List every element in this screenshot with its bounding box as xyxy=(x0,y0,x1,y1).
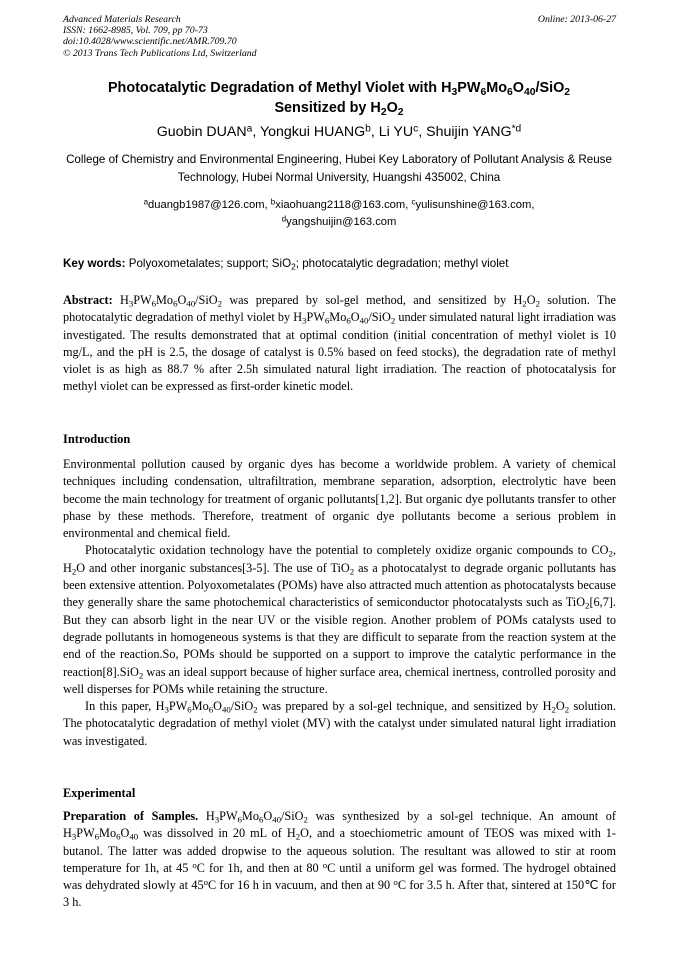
email[interactable]: yulisunshine@163.com xyxy=(415,199,532,211)
keywords-label: Key words: xyxy=(63,257,126,270)
introduction-body xyxy=(63,456,616,750)
copyright-line: © 2013 Trans Tech Publications Ltd, Switzerland xyxy=(63,47,257,59)
abstract: Abstract: $H_3PW_6Mo_6O_{40}/SiO_2$ was prepared by sol-gel method, and sensitized by $H_2O_2$ solution. The photocatalytic degradation of methyl violet by $H_3PW_6Mo_6O_{40}/SiO_2$ under simulated natural light irradiation was investigated. The results demonstrated that at optimal condition (initial concentration of methyl violet is 10 mg/L, and the pH is 2.5, the dosage of catalyst is 0.5% based on feed stocks), the degradation rate of methyl violet is as high as 88.7 % after 2.5h simulated natural light irradiation. The reaction of photocatalysis for methyl violet can be expressed as first-order kinetic model. xyxy=(63,293,616,394)
abstract-label: Abstract: xyxy=(63,293,113,307)
experimental-heading: Experimental xyxy=(63,786,136,800)
email[interactable]: xiaohuang2118@163.com xyxy=(275,199,406,211)
author: Shuijin YANG xyxy=(426,124,512,140)
keywords: Key words: Polyoxometalates; support; SiO$_2$; photocatalytic degradation; methyl violet xyxy=(63,257,509,272)
email[interactable]: duangb1987@126.com xyxy=(148,199,265,211)
doi-line: doi:10.4028/www.scientific.net/AMR.709.70 xyxy=(63,36,237,48)
author-list: Guobin DUAN$^a$, Yongkui HUANG$^b$, Li $YU^c$, Shuijin YANG$^{*d}$ xyxy=(156,123,522,140)
subsection-label: Preparation of Samples. xyxy=(63,809,199,823)
author: Yongkui HUANG xyxy=(259,124,366,140)
author-emails: $^a$duangb1987@126.com, $^b$xiaohuang2118@163.com, $^c$yulisunshine@163.com, $^d$yangshuijin@163.com xyxy=(143,197,535,228)
affiliation: College of Chemistry and Environmental Engineering, Hubei Key Laboratory of Pollutant Analysis & Reuse Technology, Hubei Normal University, Huangshi 435002, China xyxy=(66,153,612,184)
paragraph: Environmental pollution caused by organic dyes has become a worldwide problem. A variety of chemical techniques including condensation, ultrafiltration, membrane separation, adsorption, electrolytic have been become the main technology for treatment of organic pollutants[1,2]. But organic dye pollutants transfer to other phase by these methods. Therefore, treatment of organic dye pollutants become a serious problem in environmental and chemical field. xyxy=(63,457,616,541)
author: Guobin DUAN xyxy=(156,124,247,140)
paragraph: In this paper, $H_3PW_6Mo_6O_{40}/SiO_2$ was prepared by a sol-gel technique, and sensitized by $H_2O_2$ solution. The photocatalytic degradation of methyl violet (MV) with the catalyst under simulated natural light irradiation was investigated. xyxy=(63,699,616,748)
paper-title: Photocatalytic Degradation of Methyl Violet with $H_3PW_6Mo_6O_{40}/SiO_2$ Sensitized by $H_2O_2$ xyxy=(107,80,571,118)
author: Li YU xyxy=(378,124,414,140)
email[interactable]: yangshuijin@163.com xyxy=(286,215,397,228)
experimental-body: Preparation of Samples. $H_3PW_6Mo_6O_{40}/SiO_2$ was synthesized by a sol-gel technique. An amount of $H_3PW_6Mo_6O_{40}$ was dissolved in 20 mL of $H_2O$, and a stoechiometric amount of TEOS was mixed with 1-butanol. The latter was added dropwise to the aqueous solution. The resultant was allowed to stir at room temperature for 1h, at 45 $^o$C for 1h, and then at 80 $^o$C until a uniform gel was formed. The hydrogel obtained was dehydrated slowly at 45$^o$C for 16 h in vacuum, and then at 90 $^o$C for 3.5 h. After that, sintered at 150℃ for 3 h. xyxy=(63,809,617,910)
introduction-heading: Introduction xyxy=(63,432,131,446)
journal-header xyxy=(63,14,616,59)
journal-name: Advanced Materials Research xyxy=(63,14,181,25)
online-date: Online: 2013-06-27 xyxy=(537,14,616,25)
paragraph: Photocatalytic oxidation technology have the potential to completely oxidize organic compounds to $CO_2$, $H_2O$ and other inorganic substances[3-5]. The use of TiO$_2$ as a photocatalyst to degrade organic pollutants has been extensive attention. Polyoxometalates (POMs) have also attracted much attention as photocatalysts because they generally share the same photochemical characteristics of semiconductor photocatalysts such as TiO$_2$[6,7]. But they can absorb light in the near UV or the visible region. Another problem of POMs catalysts used to degrade pollutants in homogeneous systems is that they are difficult to separate from the reaction system at the end of the reaction.So, POMs should be supported on a support to improve the catalytic performance in the reaction[8].SiO$_2$ was an ideal support because of higher surface area, chemical inertness, controlled porosity and well disperses for POMs while retaining the structure. xyxy=(63,543,616,696)
issn-line: ISSN: 1662-8985, Vol. 709, pp 70-73 xyxy=(63,25,208,37)
